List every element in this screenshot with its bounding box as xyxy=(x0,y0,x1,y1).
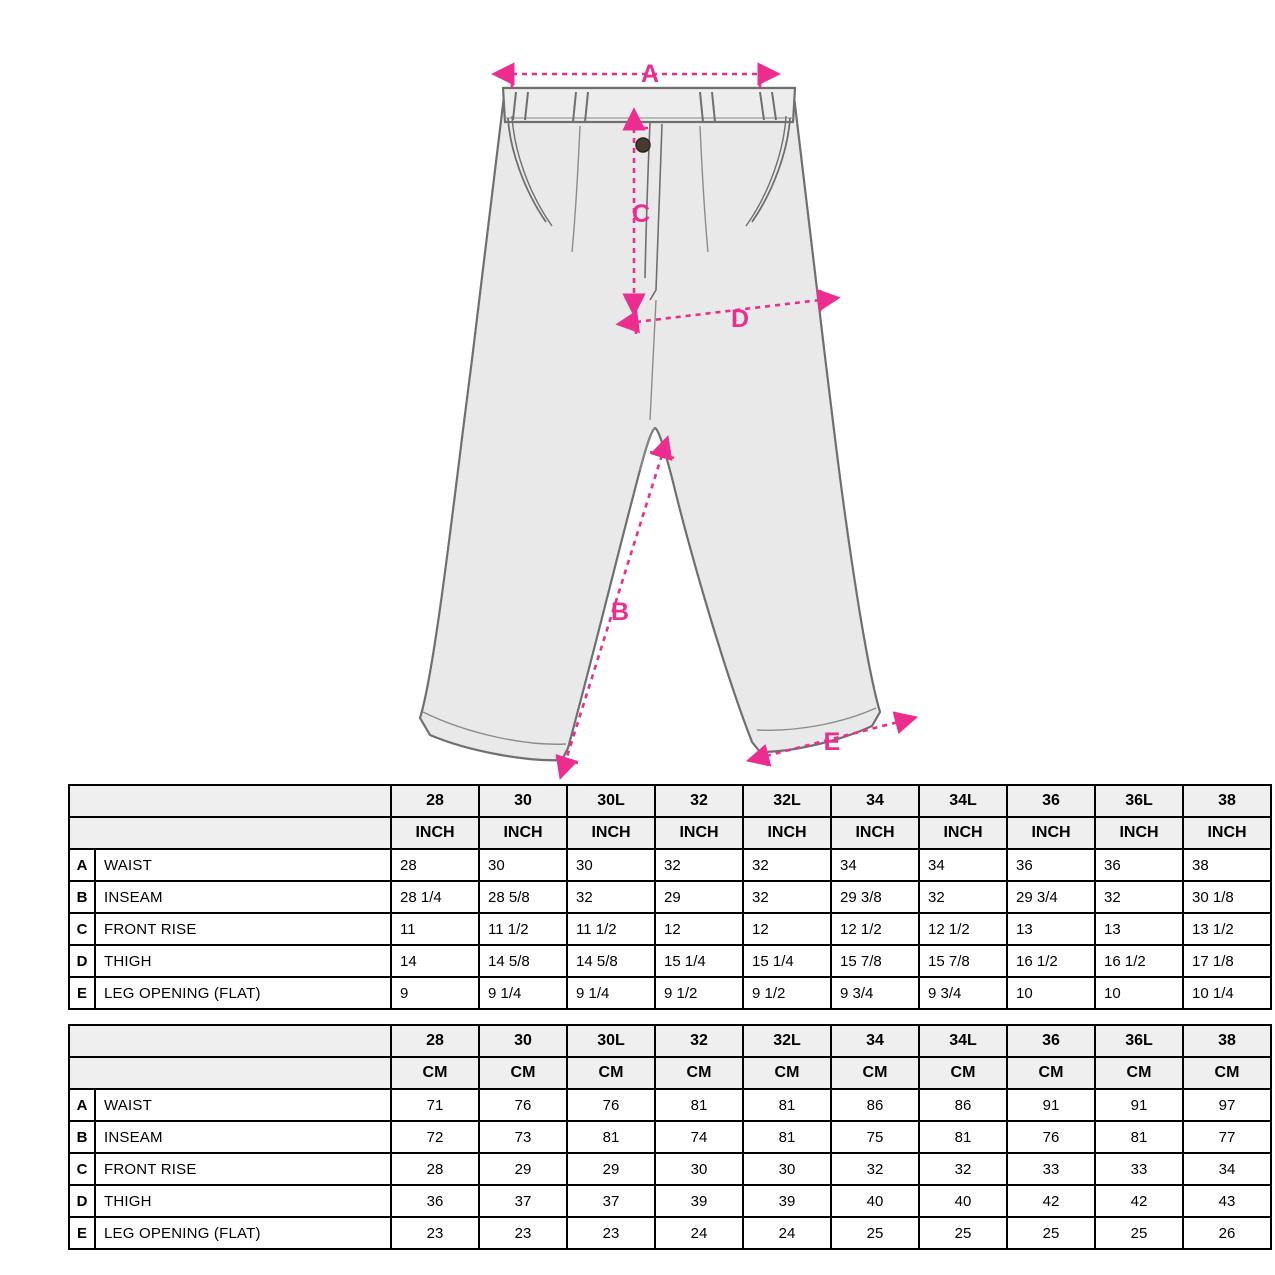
table-header-sizes xyxy=(69,785,1271,817)
row-label: FRONT RISE xyxy=(95,1153,391,1185)
cell-value: 71 xyxy=(391,1089,479,1121)
size-table-inch xyxy=(68,784,1247,1010)
cell-value: 33 xyxy=(1095,1153,1183,1185)
header-unit: INCH xyxy=(1183,817,1271,849)
row-key: A xyxy=(69,849,95,881)
cell-value: 25 xyxy=(1007,1217,1095,1249)
cell-value: 76 xyxy=(479,1089,567,1121)
measurements-table-inch xyxy=(68,784,1272,1010)
header-unit: INCH xyxy=(655,817,743,849)
table-row xyxy=(69,945,1271,977)
table-row xyxy=(69,1185,1271,1217)
cell-value: 28 5/8 xyxy=(479,881,567,913)
cell-value: 32 xyxy=(831,1153,919,1185)
cell-value: 26 xyxy=(1183,1217,1271,1249)
header-unit-corner xyxy=(69,817,391,849)
cell-value: 75 xyxy=(831,1121,919,1153)
cell-value: 13 xyxy=(1095,913,1183,945)
header-size: 32 xyxy=(655,1025,743,1057)
cell-value: 13 1/2 xyxy=(1183,913,1271,945)
cell-value: 23 xyxy=(567,1217,655,1249)
cell-value: 34 xyxy=(831,849,919,881)
cell-value: 42 xyxy=(1007,1185,1095,1217)
cell-value: 74 xyxy=(655,1121,743,1153)
cell-value: 30 xyxy=(479,849,567,881)
cell-value: 15 1/4 xyxy=(655,945,743,977)
header-size: 32 xyxy=(655,785,743,817)
header-unit: CM xyxy=(479,1057,567,1089)
header-size: 34 xyxy=(831,1025,919,1057)
cell-value: 9 1/4 xyxy=(567,977,655,1009)
header-unit: INCH xyxy=(1007,817,1095,849)
row-key: B xyxy=(69,1121,95,1153)
cell-value: 10 1/4 xyxy=(1183,977,1271,1009)
cell-value: 29 xyxy=(479,1153,567,1185)
cell-value: 81 xyxy=(919,1121,1007,1153)
table-row xyxy=(69,849,1271,881)
cell-value: 12 1/2 xyxy=(831,913,919,945)
cell-value: 25 xyxy=(831,1217,919,1249)
header-unit: CM xyxy=(1183,1057,1271,1089)
cell-value: 72 xyxy=(391,1121,479,1153)
row-label: WAIST xyxy=(95,1089,391,1121)
cell-value: 36 xyxy=(1007,849,1095,881)
cell-value: 77 xyxy=(1183,1121,1271,1153)
header-unit: CM xyxy=(567,1057,655,1089)
cell-value: 24 xyxy=(743,1217,831,1249)
header-unit: CM xyxy=(831,1057,919,1089)
cell-value: 32 xyxy=(743,881,831,913)
cell-value: 86 xyxy=(831,1089,919,1121)
header-unit: INCH xyxy=(567,817,655,849)
header-unit: INCH xyxy=(1095,817,1183,849)
table-row xyxy=(69,1089,1271,1121)
cell-value: 81 xyxy=(1095,1121,1183,1153)
header-size: 28 xyxy=(391,1025,479,1057)
cell-value: 23 xyxy=(479,1217,567,1249)
header-unit: CM xyxy=(1095,1057,1183,1089)
cell-value: 81 xyxy=(743,1121,831,1153)
header-size: 32L xyxy=(743,1025,831,1057)
row-key: C xyxy=(69,913,95,945)
cell-value: 24 xyxy=(655,1217,743,1249)
table-row xyxy=(69,913,1271,945)
cell-value: 16 1/2 xyxy=(1095,945,1183,977)
cell-value: 9 1/2 xyxy=(743,977,831,1009)
cell-value: 39 xyxy=(655,1185,743,1217)
cell-value: 32 xyxy=(1095,881,1183,913)
cell-value: 39 xyxy=(743,1185,831,1217)
cell-value: 30 xyxy=(743,1153,831,1185)
cell-value: 32 xyxy=(743,849,831,881)
header-size: 36 xyxy=(1007,1025,1095,1057)
cell-value: 29 xyxy=(655,881,743,913)
header-unit: INCH xyxy=(743,817,831,849)
cell-value: 97 xyxy=(1183,1089,1271,1121)
cell-value: 86 xyxy=(919,1089,1007,1121)
cell-value: 12 xyxy=(655,913,743,945)
cell-value: 32 xyxy=(567,881,655,913)
cell-value: 76 xyxy=(1007,1121,1095,1153)
cell-value: 28 1/4 xyxy=(391,881,479,913)
cell-value: 40 xyxy=(919,1185,1007,1217)
cell-value: 14 5/8 xyxy=(567,945,655,977)
table-row xyxy=(69,1121,1271,1153)
row-label: LEG OPENING (FLAT) xyxy=(95,977,391,1009)
row-label: INSEAM xyxy=(95,881,391,913)
label-d: D xyxy=(730,305,750,333)
header-unit: INCH xyxy=(831,817,919,849)
header-size: 30 xyxy=(479,1025,567,1057)
table-row xyxy=(69,1153,1271,1185)
cell-value: 40 xyxy=(831,1185,919,1217)
header-unit: CM xyxy=(391,1057,479,1089)
cell-value: 9 1/2 xyxy=(655,977,743,1009)
cell-value: 9 3/4 xyxy=(919,977,1007,1009)
cell-value: 30 1/8 xyxy=(1183,881,1271,913)
cell-value: 23 xyxy=(391,1217,479,1249)
header-size: 30L xyxy=(567,785,655,817)
size-table-cm xyxy=(68,1024,1240,1250)
header-size: 36L xyxy=(1095,785,1183,817)
cell-value: 9 1/4 xyxy=(479,977,567,1009)
cell-value: 34 xyxy=(919,849,1007,881)
cell-value: 15 7/8 xyxy=(919,945,1007,977)
garment-outline xyxy=(420,88,880,760)
row-key: B xyxy=(69,881,95,913)
cell-value: 11 xyxy=(391,913,479,945)
cell-value: 43 xyxy=(1183,1185,1271,1217)
table-header-units xyxy=(69,1057,1271,1089)
row-label: WAIST xyxy=(95,849,391,881)
cell-value: 91 xyxy=(1095,1089,1183,1121)
cell-value: 76 xyxy=(567,1089,655,1121)
header-corner xyxy=(69,785,391,817)
table-header-sizes xyxy=(69,1025,1271,1057)
cell-value: 11 1/2 xyxy=(567,913,655,945)
cell-value: 9 xyxy=(391,977,479,1009)
cell-value: 73 xyxy=(479,1121,567,1153)
row-label: FRONT RISE xyxy=(95,913,391,945)
header-unit: INCH xyxy=(479,817,567,849)
cell-value: 37 xyxy=(567,1185,655,1217)
cell-value: 34 xyxy=(1183,1153,1271,1185)
cell-value: 81 xyxy=(567,1121,655,1153)
cell-value: 12 1/2 xyxy=(919,913,1007,945)
cell-value: 28 xyxy=(391,849,479,881)
row-key: D xyxy=(69,1185,95,1217)
label-c: C xyxy=(631,200,651,228)
header-size: 38 xyxy=(1183,1025,1271,1057)
header-unit: CM xyxy=(1007,1057,1095,1089)
cell-value: 36 xyxy=(391,1185,479,1217)
header-size: 36 xyxy=(1007,785,1095,817)
cell-value: 25 xyxy=(919,1217,1007,1249)
cell-value: 32 xyxy=(919,1153,1007,1185)
cell-value: 15 7/8 xyxy=(831,945,919,977)
header-size: 30L xyxy=(567,1025,655,1057)
cell-value: 29 3/8 xyxy=(831,881,919,913)
header-size: 28 xyxy=(391,785,479,817)
row-key: D xyxy=(69,945,95,977)
header-size: 30 xyxy=(479,785,567,817)
cell-value: 16 1/2 xyxy=(1007,945,1095,977)
row-label: THIGH xyxy=(95,945,391,977)
cell-value: 12 xyxy=(743,913,831,945)
cell-value: 11 1/2 xyxy=(479,913,567,945)
table-header-units xyxy=(69,817,1271,849)
cell-value: 30 xyxy=(655,1153,743,1185)
header-size: 38 xyxy=(1183,785,1271,817)
cell-value: 29 3/4 xyxy=(1007,881,1095,913)
cell-value: 29 xyxy=(567,1153,655,1185)
header-size: 34L xyxy=(919,785,1007,817)
measure-a xyxy=(512,64,760,88)
table-row xyxy=(69,977,1271,1009)
row-label: LEG OPENING (FLAT) xyxy=(95,1217,391,1249)
measurements-table-cm xyxy=(68,1024,1272,1250)
row-label: THIGH xyxy=(95,1185,391,1217)
cell-value: 81 xyxy=(743,1089,831,1121)
cell-value: 10 xyxy=(1095,977,1183,1009)
cell-value: 14 5/8 xyxy=(479,945,567,977)
row-label: INSEAM xyxy=(95,1121,391,1153)
header-unit: CM xyxy=(919,1057,1007,1089)
cell-value: 36 xyxy=(1095,849,1183,881)
cell-value: 81 xyxy=(655,1089,743,1121)
cell-value: 28 xyxy=(391,1153,479,1185)
row-key: E xyxy=(69,977,95,1009)
cell-value: 9 3/4 xyxy=(831,977,919,1009)
header-unit: CM xyxy=(743,1057,831,1089)
label-b: B xyxy=(610,598,630,626)
table-row xyxy=(69,881,1271,913)
cell-value: 38 xyxy=(1183,849,1271,881)
header-size: 34L xyxy=(919,1025,1007,1057)
header-corner xyxy=(69,1025,391,1057)
cell-value: 25 xyxy=(1095,1217,1183,1249)
label-e: E xyxy=(823,728,841,756)
header-size: 36L xyxy=(1095,1025,1183,1057)
row-key: A xyxy=(69,1089,95,1121)
cell-value: 91 xyxy=(1007,1089,1095,1121)
header-unit: INCH xyxy=(919,817,1007,849)
row-key: E xyxy=(69,1217,95,1249)
cell-value: 30 xyxy=(567,849,655,881)
header-unit-corner xyxy=(69,1057,391,1089)
row-key: C xyxy=(69,1153,95,1185)
cell-value: 42 xyxy=(1095,1185,1183,1217)
cell-value: 37 xyxy=(479,1185,567,1217)
table-row xyxy=(69,1217,1271,1249)
header-unit: INCH xyxy=(391,817,479,849)
cell-value: 32 xyxy=(655,849,743,881)
cell-value: 14 xyxy=(391,945,479,977)
cell-value: 32 xyxy=(919,881,1007,913)
cell-value: 17 1/8 xyxy=(1183,945,1271,977)
cell-value: 15 1/4 xyxy=(743,945,831,977)
header-unit: CM xyxy=(655,1057,743,1089)
cell-value: 13 xyxy=(1007,913,1095,945)
header-size: 32L xyxy=(743,785,831,817)
cell-value: 10 xyxy=(1007,977,1095,1009)
cell-value: 33 xyxy=(1007,1153,1095,1185)
header-size: 34 xyxy=(831,785,919,817)
label-a: A xyxy=(640,60,660,88)
